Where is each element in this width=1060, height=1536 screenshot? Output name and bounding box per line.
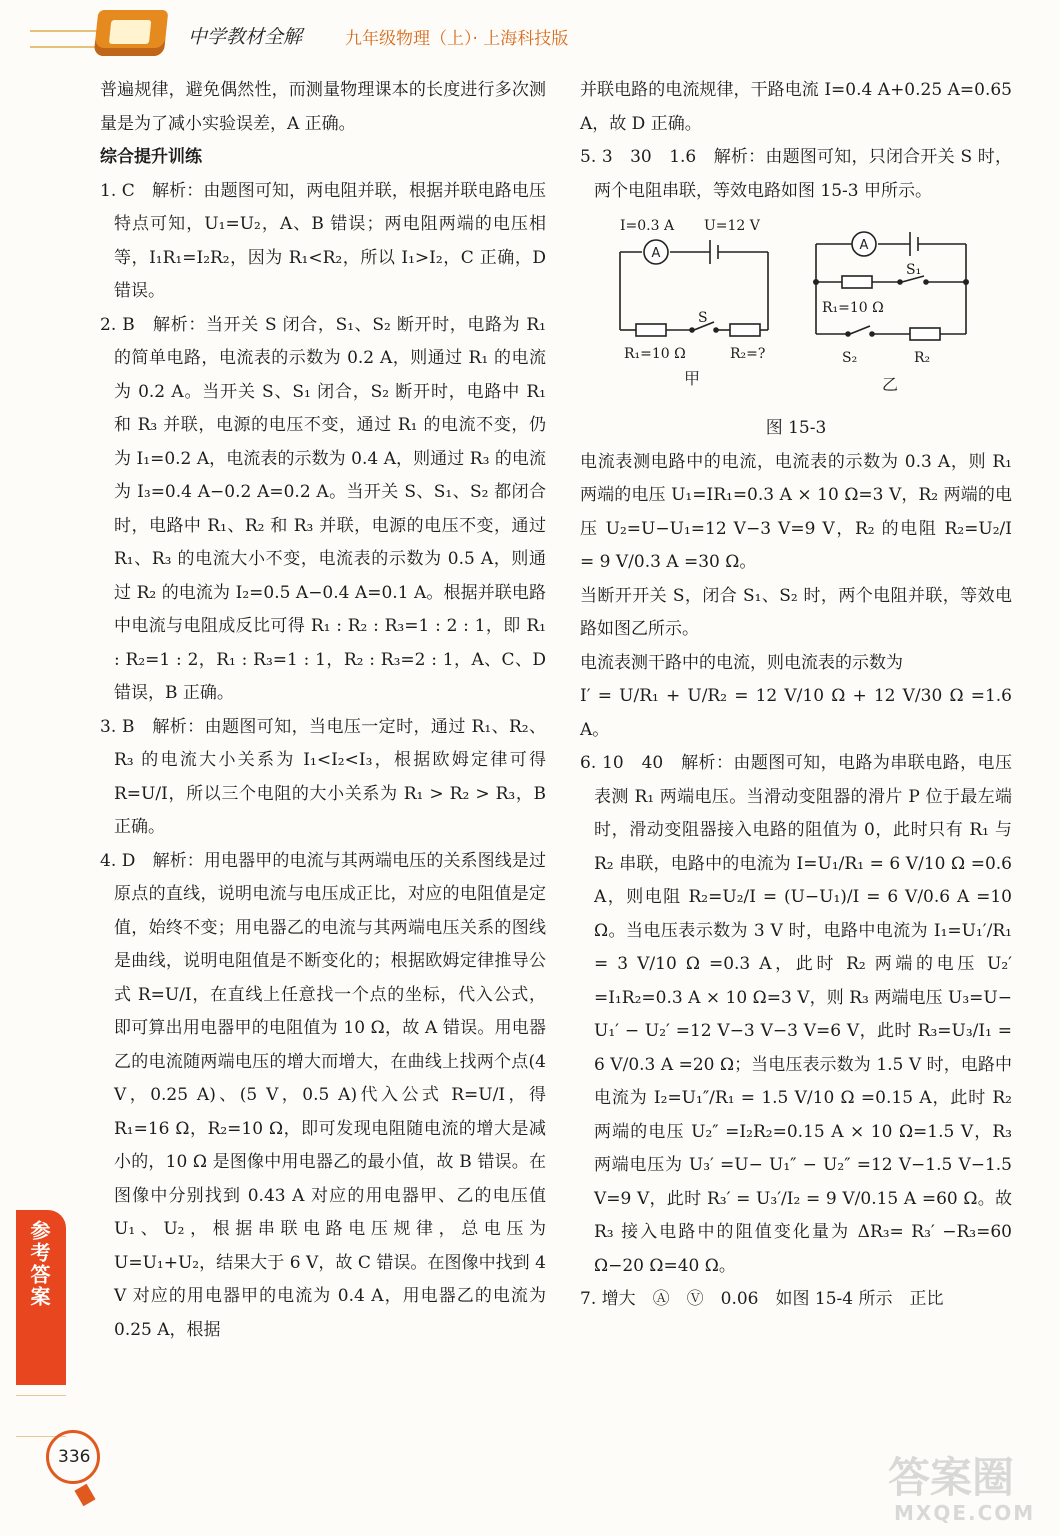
watermark-url: MXQE.COM	[894, 1501, 1036, 1525]
side-decoration-lines	[16, 1395, 66, 1437]
ammeter-a-label: A	[651, 246, 661, 261]
caption-b: 乙	[882, 375, 899, 394]
book-series-title: 中学教材全解	[188, 26, 303, 48]
answer-q5-head: 5. 3 30 1.6 解析：由题图可知，只闭合开关 S 时，两个电阻串联，等效电路如图 15-3 甲所示。	[580, 147, 1012, 201]
answer-q6: 6. 10 40 解析：由题图可知，电路为串联电路，电压表测 R₁ 两端电压。当滑动变阻器的滑片 P 位于最左端时，滑动变阻器接入电路的阻值为 0，此时只有 R₁ 与 R₂ 串联，电路中的电流为 I=U₁/R₁ = 6 V/10 Ω =0.6 A，则电阻 R₂=U₂/I = (U−U₁)/I = 6 V/0.6 A =10 Ω。当电压表示数为 3 V 时，电路中电流为 I₁=U₁′/R₁ = 3 V/10 Ω =0.3 A，此时 R₂ 两端的电压 U₂′ =I₁R₂=0.3 A × 10 Ω=3 V，则 R₃ 两端电压 U₃=U− U₁′ − U₂′ =12 V−3 V−3 V=6 V，此时 R₃=U₃/I₁ = 6 V/0.3 A =20 Ω；当电压表示数为 1.5 V 时，电路中电流为 I₂=U₁″/R₁ = 1.5 V/10 Ω =0.15 A，此时 R₂ 两端的电压 U₂″ =I₂R₂=0.15 A × 10 Ω=1.5 V，R₃ 两端电压为 U₃′ =U− U₁″ − U₂″ =12 V−1.5 V−1.5 V=9 V，此时 R₃′ = U₃′/I₂ = 9 V/0.15 A =60 Ω。故 R₃ 接入电路中的阻值变化量为 ΔR₃= R₃′ −R₃=60 Ω−20 Ω=40 Ω。	[580, 753, 1012, 1276]
answers-side-tab-label: 参考答案	[27, 1220, 51, 1308]
label-r1-a: R₁=10 Ω	[624, 346, 686, 362]
caption-a: 甲	[684, 369, 701, 388]
answer-q5-body3: 电流表测干路中的电流，则电流表的示数为	[580, 652, 903, 673]
left-column	[100, 74, 546, 1347]
answer-q5-body2: 当断开开关 S，闭合 S₁、S₂ 时，两个电阻并联，等效电路如图乙所示。	[580, 585, 1012, 639]
book-logo-icon	[94, 10, 169, 56]
label-current: I=0.3 A	[620, 218, 675, 234]
watermark	[880, 1445, 1045, 1530]
label-r1-b: R₁=10 Ω	[822, 300, 884, 316]
label-switch-s: S	[698, 310, 708, 326]
continuation-paragraph: 并联电路的电流规律，干路电流 I=0.4 A+0.25 A=0.65 A，故 D 正确。	[580, 80, 1012, 134]
label-switch-s1: S₁	[906, 262, 922, 278]
watermark-text: 答案圈	[888, 1453, 1015, 1502]
label-r2-b: R₂	[914, 350, 931, 366]
answer-q3: 3. B 解析：由题图可知，当电压一定时，通过 R₁、R₂、R₃ 的电流大小关系为 I₁<I₂<I₃，根据欧姆定律可得 R=U/I，所以三个电阻的大小关系为 R₁ > R₂ > R₃，B 正确。	[100, 716, 546, 837]
right-column	[580, 74, 1012, 1317]
section-title: 综合提升训练	[100, 147, 202, 167]
answer-q2: 2. B 解析：当开关 S 闭合，S₁、S₂ 断开时，电路为 R₁ 的简单电路，电流表的示数为 0.2 A，则通过 R₁ 的电流为 0.2 A。当开关 S、S₁ 闭合，S₂ 断开时，电路中 R₁ 和 R₃ 并联，电源的电压不变，通过 R₁ 的电流不变，仍为 I₁=0.2 A，电流表的示数为 0.4 A，则通过 R₃ 的电流为 I₃=0.4 A−0.2 A=0.2 A。当开关 S、S₁、S₂ 都闭合时，电路中 R₁、R₂ 和 R₃ 并联，电源的电压不变，通过 R₁、R₃ 的电流大小不变，电流表的示数为 0.5 A，则通过 R₂ 的电流为 I₂=0.5 A−0.4 A=0.1 A。根据并联电路中电流与电阻成反比可得 R₁ : R₂ : R₃=1 : 2 : 1，即 R₁ : R₂=1 : 2，R₁ : R₃=1 : 1，R₂ : R₃=2 : 1，A、C、D 错误，B 正确。	[100, 314, 546, 703]
junction-dot	[963, 279, 969, 285]
page-header	[0, 0, 1060, 64]
book-subject-subtitle: 九年级物理（上）· 上海科技版	[345, 29, 569, 49]
answer-q4: 4. D 解析：用电器甲的电流与其两端电压的关系图线是过原点的直线，说明电流与电压成正比，对应的电阻值是定值，始终不变；用电器乙的电流与其两端电压关系的图线是曲线，说明电阻值是不断变化的；根据欧姆定律推导公式 R=U/I，在直线上任意找一个点的坐标，代入公式，即可算出用电器甲的电阻值为 10 Ω，故 A 错误。用电器乙的电流随两端电压的增大而增大，在曲线上找两个点(4 V，0.25 A)、(5 V，0.5 A)代入公式 R=U/I，得 R₁=16 Ω，R₂=10 Ω，即可发现电阻随电流的增大是减小的，10 Ω 是图像中用电器乙的最小值，故 B 错误。在图像中分别找到 0.43 A 对应的用电器甲、乙的电压值 U₁、U₂，根据串联电路电压规律，总电压为 U=U₁+U₂，结果大于 6 V，故 C 错误。在图像中找到 4 V 对应的用电器甲的电流为 0.4 A，用电器乙的电流为 0.25 A，根据	[100, 850, 546, 1340]
intro-paragraph: 普遍规律，避免偶然性，而测量物理课本的长度进行多次测量是为了减小实验误差，A 正确。	[100, 80, 546, 134]
answer-q1: 1. C 解析：由题图可知，两电阻并联，根据并联电路电压特点可知，U₁=U₂，A、B 错误；两电阻两端的电压相等，I₁R₁=I₂R₂，因为 R₁<R₂，所以 I₁>I₂，C 正确，D 错误。	[100, 180, 546, 301]
junction-dot	[813, 279, 819, 285]
ammeter-b-label: A	[859, 238, 869, 253]
magnifier-handle-icon	[74, 1484, 95, 1507]
header-decoration-lines	[30, 30, 100, 48]
label-voltage: U=12 V	[704, 218, 760, 234]
label-r2-a: R₂=?	[730, 346, 766, 362]
answer-q5-formula: I′ = U/R₁ + U/R₂ = 12 V/10 Ω + 12 V/30 Ω =1.6 A。	[580, 686, 1012, 740]
answer-q5-body1: 电流表测电路中的电流，电流表的示数为 0.3 A，则 R₁ 两端的电压 U₁=IR₁=0.3 A × 10 Ω=3 V，R₂ 两端的电压 U₂=U−U₁=12 V−3 V=9 V，R₂ 的电阻 R₂=U₂/I = 9 V/0.3 A =30 Ω。	[580, 451, 1012, 572]
page-number: 336	[58, 1447, 91, 1467]
label-switch-s2: S₂	[842, 350, 858, 366]
circuit-a	[620, 240, 768, 336]
answer-q7: 7. 增大 Ⓐ Ⓥ 0.06 如图 15-4 所示 正比	[580, 1289, 944, 1309]
circuit-figure-15-3	[580, 212, 1012, 412]
figure-caption: 图 15-3	[765, 418, 827, 438]
